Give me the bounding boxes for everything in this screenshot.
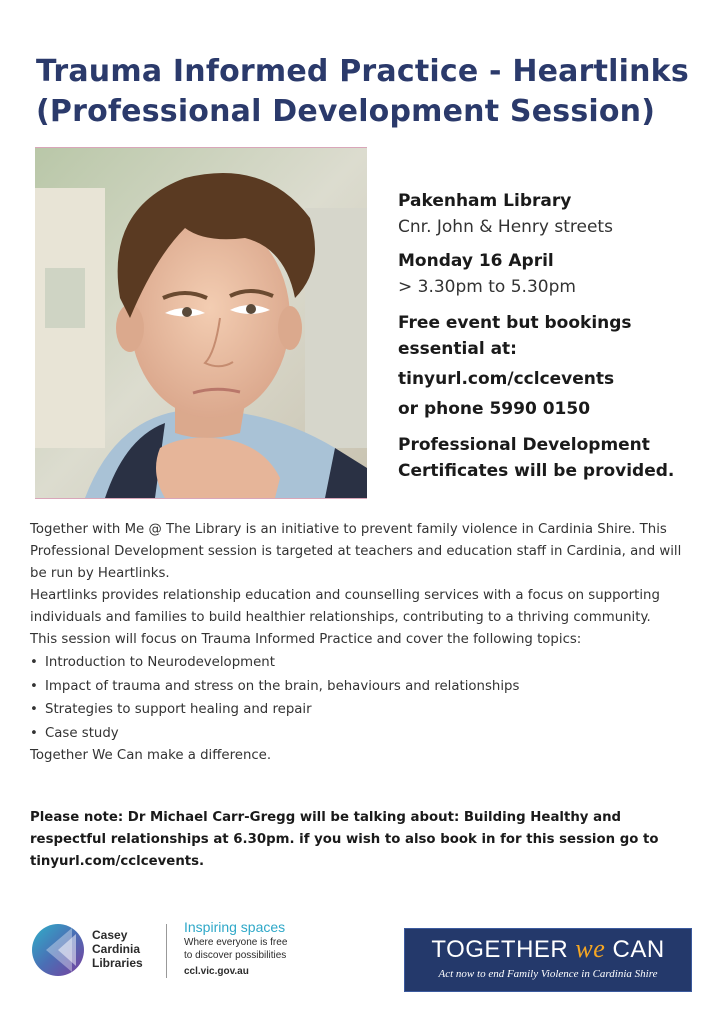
tagline-block xyxy=(184,918,287,977)
topic-item: • Impact of trauma and stress on the brain, behaviours and relationships xyxy=(30,675,698,699)
venue: Pakenham Library xyxy=(398,191,572,211)
libraries-logo-icon xyxy=(32,920,84,980)
event-details xyxy=(398,188,698,484)
tagline: Inspiring spaces xyxy=(184,919,286,935)
tagline-sub-1: Where everyone is free xyxy=(184,937,288,948)
campaign-title: TOGETHER we CAN xyxy=(431,934,665,963)
booking-line-1: Free event but bookings xyxy=(398,313,632,333)
boy-photo xyxy=(35,147,367,499)
booking-line-2: essential at: xyxy=(398,339,517,359)
website-link[interactable]: ccl.vic.gov.au xyxy=(184,966,249,977)
topic-item: • Introduction to Neurodevelopment xyxy=(30,651,698,675)
together-we-can-banner xyxy=(404,928,692,992)
please-note: Please note: Dr Michael Carr-Gregg will be talking about: Building Healthy and respectful relationships at 6.30pm. if you wish to also book in for this session go to tinyurl.com/cclcevents. xyxy=(30,810,659,869)
campaign-subtitle: Act now to end Family Violence in Cardinia Shire xyxy=(438,968,658,980)
certificate-line-2: Certificates will be provided. xyxy=(398,461,675,481)
certificate-line-1: Professional Development xyxy=(398,435,650,455)
title-line-2: (Professional Development Session) xyxy=(36,94,656,129)
topic-item: • Strategies to support healing and repair xyxy=(30,698,698,722)
description xyxy=(30,519,698,767)
logo-divider xyxy=(166,924,167,978)
libraries-wordmark: Casey Cardinia Libraries xyxy=(92,928,143,970)
topics-intro: This session will focus on Trauma Informed Practice and cover the following topics: xyxy=(30,632,582,647)
boy-illustration xyxy=(35,148,367,498)
address: Cnr. John & Henry streets xyxy=(398,217,613,237)
page-title xyxy=(36,52,696,132)
tagline-sub-2: to discover possibilities xyxy=(184,950,287,961)
closing-line: Together We Can make a difference. xyxy=(30,748,272,763)
heartlinks-paragraph: Heartlinks provides relationship education and counselling services with a focus on supporting individuals and families to build healthier relationships, contributing to a thriving community. xyxy=(30,588,660,625)
casey-cardinia-libraries-logo xyxy=(32,920,322,980)
event-time: > 3.30pm to 5.30pm xyxy=(398,277,576,297)
topics-list xyxy=(30,651,698,745)
event-date: Monday 16 April xyxy=(398,251,554,271)
booking-url[interactable]: tinyurl.com/cclcevents xyxy=(398,369,615,389)
booking-phone: or phone 5990 0150 xyxy=(398,399,591,419)
title-line-1: Trauma Informed Practice - Heartlinks xyxy=(36,54,689,89)
intro-paragraph: Together with Me @ The Library is an initiative to prevent family violence in Cardinia Shire. This Professional Development session is targeted at teachers and education staff in Cardinia, and will be run by Heartlinks. xyxy=(30,522,682,581)
topic-item: • Case study xyxy=(30,722,698,746)
